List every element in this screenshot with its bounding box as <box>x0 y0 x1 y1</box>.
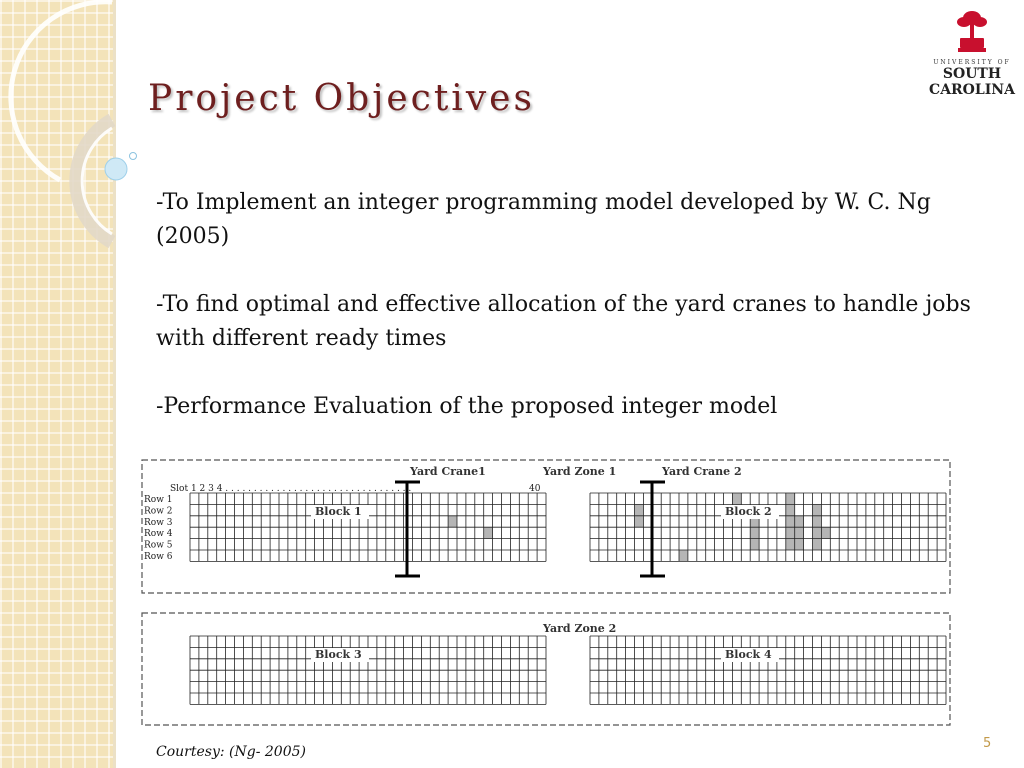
objectives-list <box>156 186 1006 458</box>
slide-title: Project Objectives <box>148 78 535 119</box>
yard-layout-figure <box>140 458 956 730</box>
logo-line-1: UNIVERSITY OF <box>933 59 1011 66</box>
block-label: Block 4 <box>725 648 772 661</box>
yard-crane-1 <box>395 482 420 576</box>
logo-line-2: SOUTH <box>942 66 1002 82</box>
occupied-slot <box>786 539 795 550</box>
block-label: Block 1 <box>315 505 362 518</box>
row-labels <box>144 495 173 562</box>
occupied-slot <box>448 516 457 527</box>
decorative-dot-small <box>130 153 137 160</box>
occupied-slot <box>795 539 804 550</box>
row-label: Row 3 <box>144 517 173 528</box>
occupied-slot <box>786 504 795 515</box>
row-label: Row 6 <box>144 552 173 562</box>
occupied-slot <box>795 527 804 538</box>
slot-axis-label: Slot 1 2 3 4 . . . . . . . . . . . . . . . . . . . . . . . . . . . . . . . . . <box>170 484 412 494</box>
block-grid-4 <box>590 636 946 704</box>
occupied-slot <box>813 516 822 527</box>
objective-2: -To find optimal and effective allocation of the yard cranes to handle jobs with different ready times <box>156 292 971 351</box>
block-grid-1 <box>190 493 546 561</box>
slot-axis-end: 40 <box>529 484 541 494</box>
occupied-slot <box>813 539 822 550</box>
courtesy-note: Courtesy: (Ng- 2005) <box>156 744 306 760</box>
occupied-slot <box>821 527 830 538</box>
yard-zone-1-label: Yard Zone 1 <box>543 465 617 478</box>
row-label: Row 4 <box>144 529 173 540</box>
page-number: 5 <box>983 736 992 751</box>
row-label: Row 5 <box>144 540 173 551</box>
block-label: Block 3 <box>315 648 362 661</box>
occupied-slot <box>750 539 759 550</box>
occupied-slot <box>732 493 741 504</box>
decorative-dot-large <box>105 158 127 180</box>
occupied-slot <box>813 527 822 538</box>
occupied-slot <box>750 527 759 538</box>
yard-zone-2-label: Yard Zone 2 <box>543 622 617 635</box>
occupied-slot <box>635 516 644 527</box>
occupied-slot <box>786 493 795 504</box>
university-logo <box>922 4 1022 100</box>
objective-3: -Performance Evaluation of the proposed integer model <box>156 394 778 419</box>
palmetto-tree-icon <box>957 11 987 52</box>
yard-crane-1-label: Yard Crane1 <box>410 465 486 478</box>
occupied-slot <box>635 504 644 515</box>
block-grid-2 <box>590 493 946 561</box>
occupied-slot <box>679 550 688 561</box>
row-label: Row 1 <box>144 495 173 505</box>
occupied-slot <box>484 527 493 538</box>
occupied-slot <box>786 527 795 538</box>
row-label: Row 2 <box>144 506 173 517</box>
block-grid-3 <box>190 636 546 704</box>
block-grids <box>190 493 946 704</box>
occupied-slot <box>786 516 795 527</box>
objective-1: -To Implement an integer programming model developed by W. C. Ng (2005) <box>156 190 931 249</box>
occupied-slot <box>813 504 822 515</box>
logo-line-3: CAROLINA <box>929 82 1015 98</box>
occupied-slot <box>795 516 804 527</box>
yard-crane-2-label: Yard Crane 2 <box>662 465 742 478</box>
block-label: Block 2 <box>725 505 772 518</box>
